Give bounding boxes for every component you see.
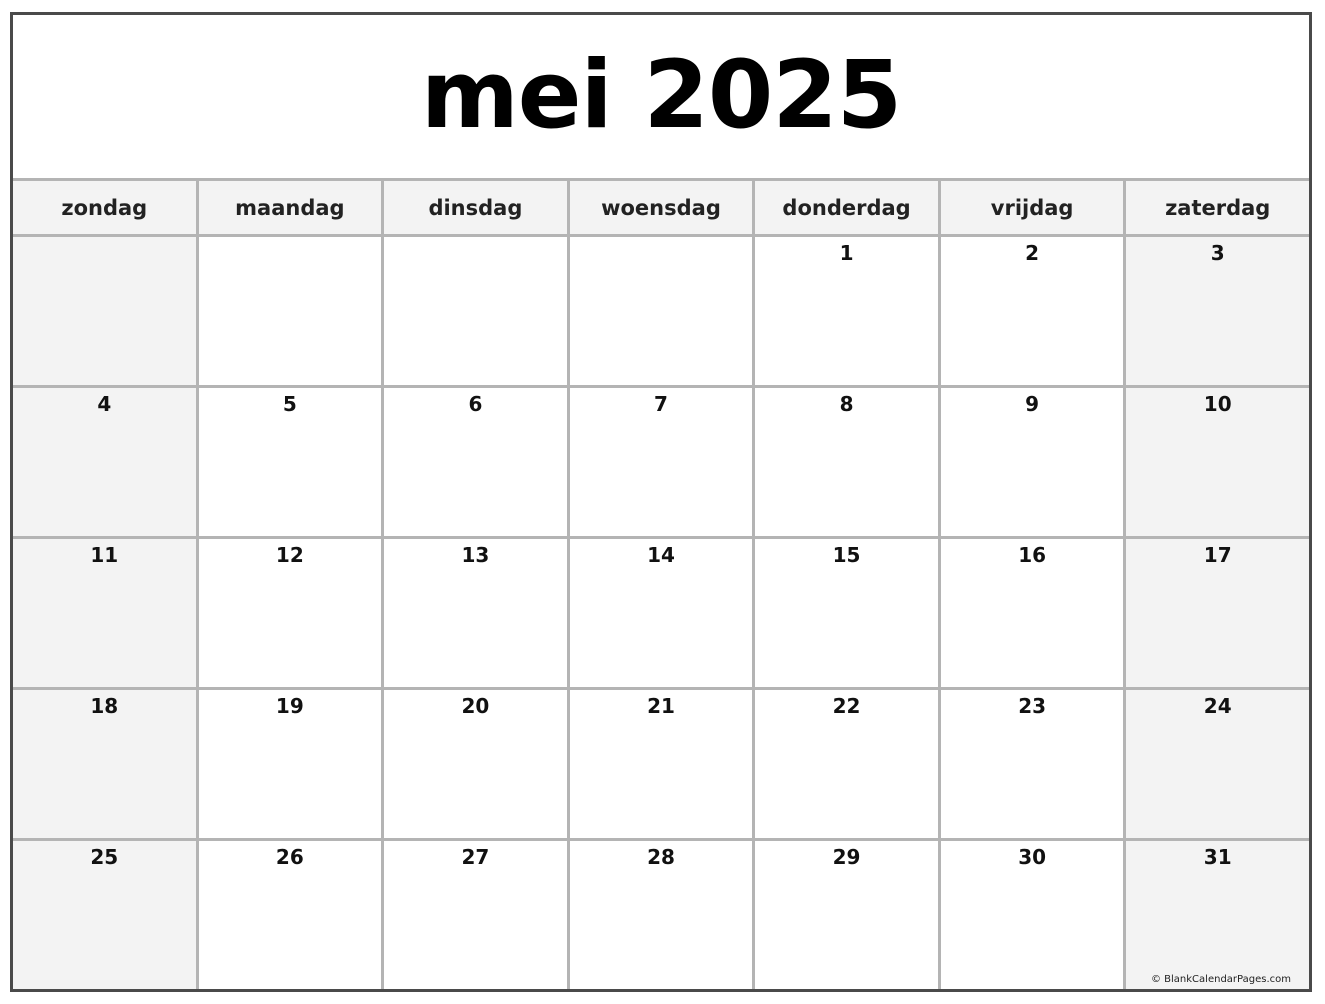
day-cell (755, 841, 938, 989)
day-number: 4 (97, 392, 112, 416)
day-number: 9 (1025, 392, 1040, 416)
weekday-header-sunday: zondag (13, 181, 196, 234)
day-cell (199, 690, 382, 838)
day-number: 1 (839, 241, 854, 265)
day-number: 7 (654, 392, 668, 416)
day-cell (13, 388, 196, 536)
day-cell (384, 841, 567, 989)
day-number: 19 (275, 694, 304, 718)
calendar-grid (13, 178, 1309, 989)
day-cell (570, 539, 753, 687)
day-cell (755, 690, 938, 838)
day-number: 27 (461, 845, 490, 869)
day-cell (941, 237, 1124, 385)
day-number: 31 (1203, 845, 1232, 869)
day-number: 24 (1203, 694, 1232, 718)
day-number: 22 (832, 694, 861, 718)
day-cell (1126, 388, 1309, 536)
day-cell (1126, 539, 1309, 687)
day-number: 18 (90, 694, 119, 718)
day-number: 6 (468, 392, 483, 416)
day-number: 13 (461, 543, 490, 567)
day-number: 3 (1210, 241, 1225, 265)
day-cell (941, 539, 1124, 687)
calendar-frame (10, 12, 1312, 992)
day-number: 16 (1018, 543, 1047, 567)
weekday-header-tuesday: dinsdag (384, 181, 567, 234)
day-cell (1126, 841, 1309, 989)
day-number: 30 (1018, 845, 1047, 869)
day-cell (941, 690, 1124, 838)
day-cell (941, 388, 1124, 536)
day-number: 28 (647, 845, 675, 869)
weekday-header-saturday: zaterdag (1126, 181, 1309, 234)
day-cell (570, 841, 753, 989)
day-cell (13, 841, 196, 989)
day-cell (384, 690, 567, 838)
day-number: 5 (282, 392, 297, 416)
day-cell (199, 237, 382, 385)
day-cell (13, 539, 196, 687)
day-cell (13, 237, 196, 385)
day-number: 25 (90, 845, 119, 869)
title-bar (13, 15, 1309, 178)
weekday-header-thursday: donderdag (755, 181, 938, 234)
day-number: 26 (275, 845, 304, 869)
day-cell (199, 841, 382, 989)
copyright-text: © BlankCalendarPages.com (1150, 974, 1291, 985)
day-number: 20 (461, 694, 490, 718)
day-cell (13, 690, 196, 838)
day-number: 21 (647, 694, 675, 718)
day-cell (755, 388, 938, 536)
day-number: 14 (647, 543, 675, 567)
weekday-header-friday: vrijdag (941, 181, 1124, 234)
day-number: 10 (1203, 392, 1232, 416)
day-cell (570, 690, 753, 838)
day-cell (1126, 690, 1309, 838)
day-cell (570, 388, 753, 536)
day-cell (941, 841, 1124, 989)
day-cell (755, 237, 938, 385)
weekday-header-wednesday: woensdag (570, 181, 753, 234)
day-cell (1126, 237, 1309, 385)
weekday-header-monday: maandag (199, 181, 382, 234)
day-cell (570, 237, 753, 385)
day-cell (199, 539, 382, 687)
day-cell (384, 539, 567, 687)
day-number: 17 (1203, 543, 1232, 567)
calendar-title: mei 2025 (420, 40, 902, 150)
day-cell (384, 237, 567, 385)
day-cell (384, 388, 567, 536)
day-number: 23 (1018, 694, 1047, 718)
day-number: 2 (1025, 241, 1040, 265)
day-number: 11 (90, 543, 119, 567)
day-number: 8 (839, 392, 854, 416)
day-number: 12 (275, 543, 304, 567)
day-number: 29 (832, 845, 861, 869)
day-number: 15 (832, 543, 861, 567)
day-cell (199, 388, 382, 536)
day-cell (755, 539, 938, 687)
